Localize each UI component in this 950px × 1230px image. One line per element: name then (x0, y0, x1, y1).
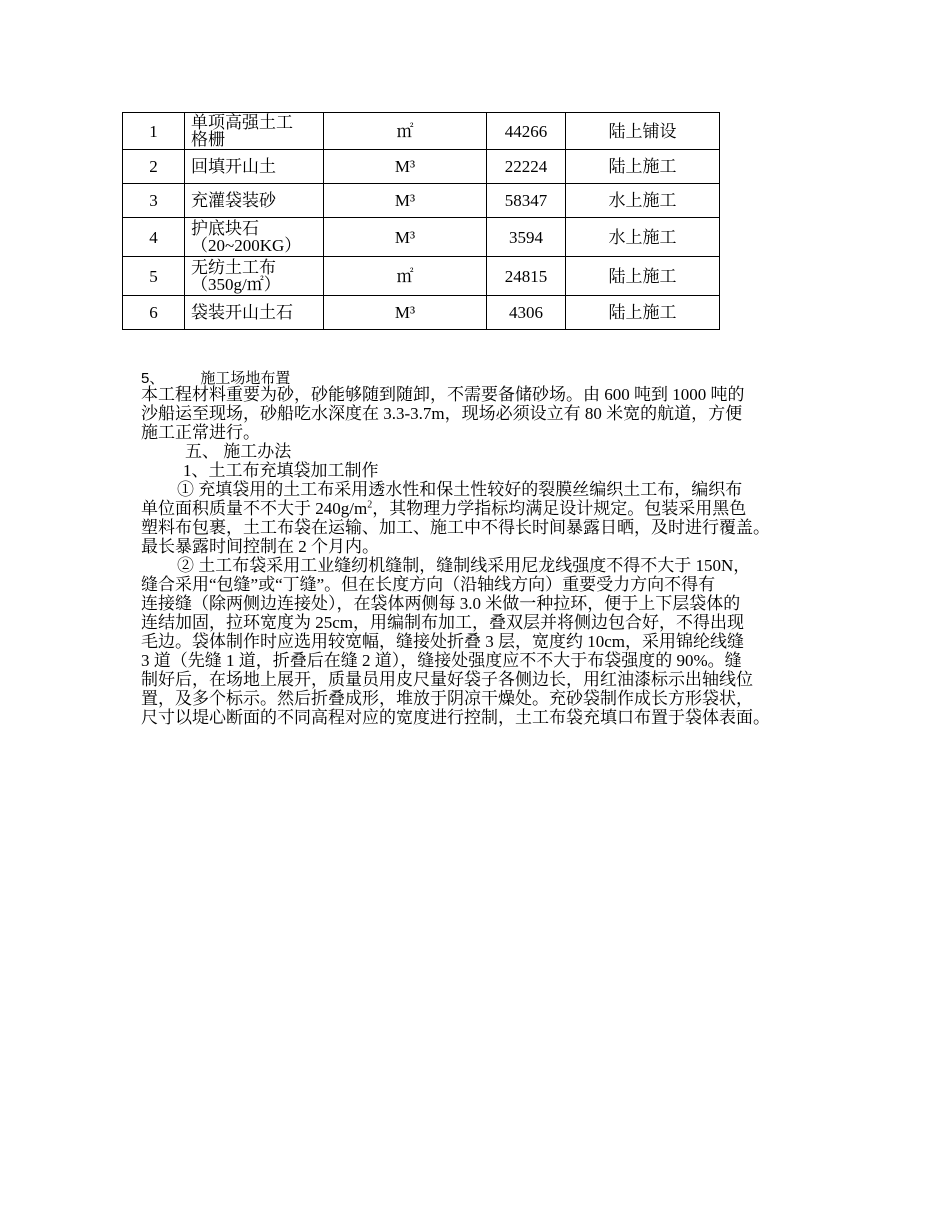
superscript: 2 (367, 499, 373, 511)
table-row (123, 296, 720, 330)
table-row (123, 184, 720, 218)
paragraph-site-layout (141, 385, 841, 727)
text-line: 毛边。袋体制作时应选用较宽幅，缝接处折叠 3 层，宽度约 10cm，采用锦纶线缝 (141, 632, 745, 651)
item-name: 单项高强土工 格栅 (185, 113, 324, 150)
section-title: 施工场地布置 (200, 371, 291, 387)
text-line: ① 充填袋用的土工布采用透水性和保土性较好的裂膜丝编织土工布，编织布 (177, 480, 743, 499)
note-cell: 陆上施工 (566, 296, 720, 330)
heading-bag-fabrication: 1、土工布充填袋加工制作 (183, 461, 379, 480)
quantity-cell: 24815 (487, 257, 566, 296)
unit-cell: ㎡ (324, 113, 487, 150)
text-line: ② 土工布袋采用工业缝纫机缝制，缝制线采用尼龙线强度不得不大于 150N， (177, 556, 751, 575)
row-number: 4 (123, 218, 185, 257)
item-name: 充灌袋装砂 (185, 184, 324, 218)
text-line: 尺寸以堤心断面的不同高程对应的宽度进行控制，土工布袋充填口布置于袋体表面。 (141, 708, 770, 727)
section-number: 5、 (141, 370, 165, 387)
row-number: 1 (123, 113, 185, 150)
quantity-cell: 3594 (487, 218, 566, 257)
quantity-cell: 58347 (487, 184, 566, 218)
text-line: 置，及多个标示。然后折叠成形，堆放于阴凉干燥处。充砂袋制作成长方形袋状， (141, 689, 753, 708)
quantity-cell: 4306 (487, 296, 566, 330)
item-name: 无纺土工布 （350g/㎡） (185, 257, 324, 296)
text-line: 塑料布包裹，土工布袋在运输、加工、施工中不得长时间暴露日晒，及时进行覆盖。 (141, 518, 770, 537)
text-line: 沙船运至现场，砂船吃水深度在 3.3-3.7m，现场必须设立有 80 米宽的航道，方便 (141, 404, 743, 423)
text-line: 缝合采用“包缝”或“丁缝”。但在长度方向（沿轴线方向）重要受力方向不得有 (141, 575, 716, 594)
row-number: 3 (123, 184, 185, 218)
note-cell: 水上施工 (566, 218, 720, 257)
text-line: 制好后，在场地上展开，质量员用皮尺量好袋子各侧边长，用红油漆标示出轴线位 (141, 670, 753, 689)
note-cell: 陆上施工 (566, 257, 720, 296)
note-cell: 陆上铺设 (566, 113, 720, 150)
unit-cell: M³ (324, 218, 487, 257)
table-row (123, 257, 720, 296)
text-line: 最长暴露时间控制在 2 个月内。 (141, 537, 379, 556)
text-line: 连结加固，拉环宽度为 25cm，用编制布加工，叠双层并将侧边包合好，不得出现 (141, 613, 745, 632)
unit-cell: M³ (324, 150, 487, 184)
unit-cell: M³ (324, 184, 487, 218)
text-line: 连接缝（除两侧边连接处），在袋体两侧每 3.0 米做一种拉环，便于上下层袋体的 (141, 594, 741, 613)
quantity-cell: 22224 (487, 150, 566, 184)
text-line: 施工正常进行。 (141, 423, 260, 442)
note-cell: 水上施工 (566, 184, 720, 218)
row-number: 2 (123, 150, 185, 184)
row-number: 5 (123, 257, 185, 296)
item-name: 护底块石 （20~200KG） (185, 218, 324, 257)
table-row (123, 150, 720, 184)
text-line: 单位面积质量不不大于 $240g/m^2$，其物理力学指标均满足设计规定。包装采用黑色 (141, 499, 747, 518)
quantity-cell: 44266 (487, 113, 566, 150)
note-cell: 陆上施工 (566, 150, 720, 184)
item-name: 回填开山土 (185, 150, 324, 184)
table-row (123, 218, 720, 257)
text-line: 本工程材料重要为砂，砂能够随到随卸，不需要备储砂场。由 600 吨到 1000 吨的 (141, 385, 745, 404)
item-name: 袋装开山土石 (185, 296, 324, 330)
heading-construction-method: 五、 施工办法 (185, 442, 292, 461)
table-row (123, 113, 720, 150)
unit-cell: M³ (324, 296, 487, 330)
text-line: 3 道（先缝 1 道，折叠后在缝 2 道），缝接处强度应不不大于布袋强度的 90%。缝 (141, 651, 742, 670)
quantity-table (122, 112, 720, 330)
unit-cell: ㎡ (324, 257, 487, 296)
row-number: 6 (123, 296, 185, 330)
